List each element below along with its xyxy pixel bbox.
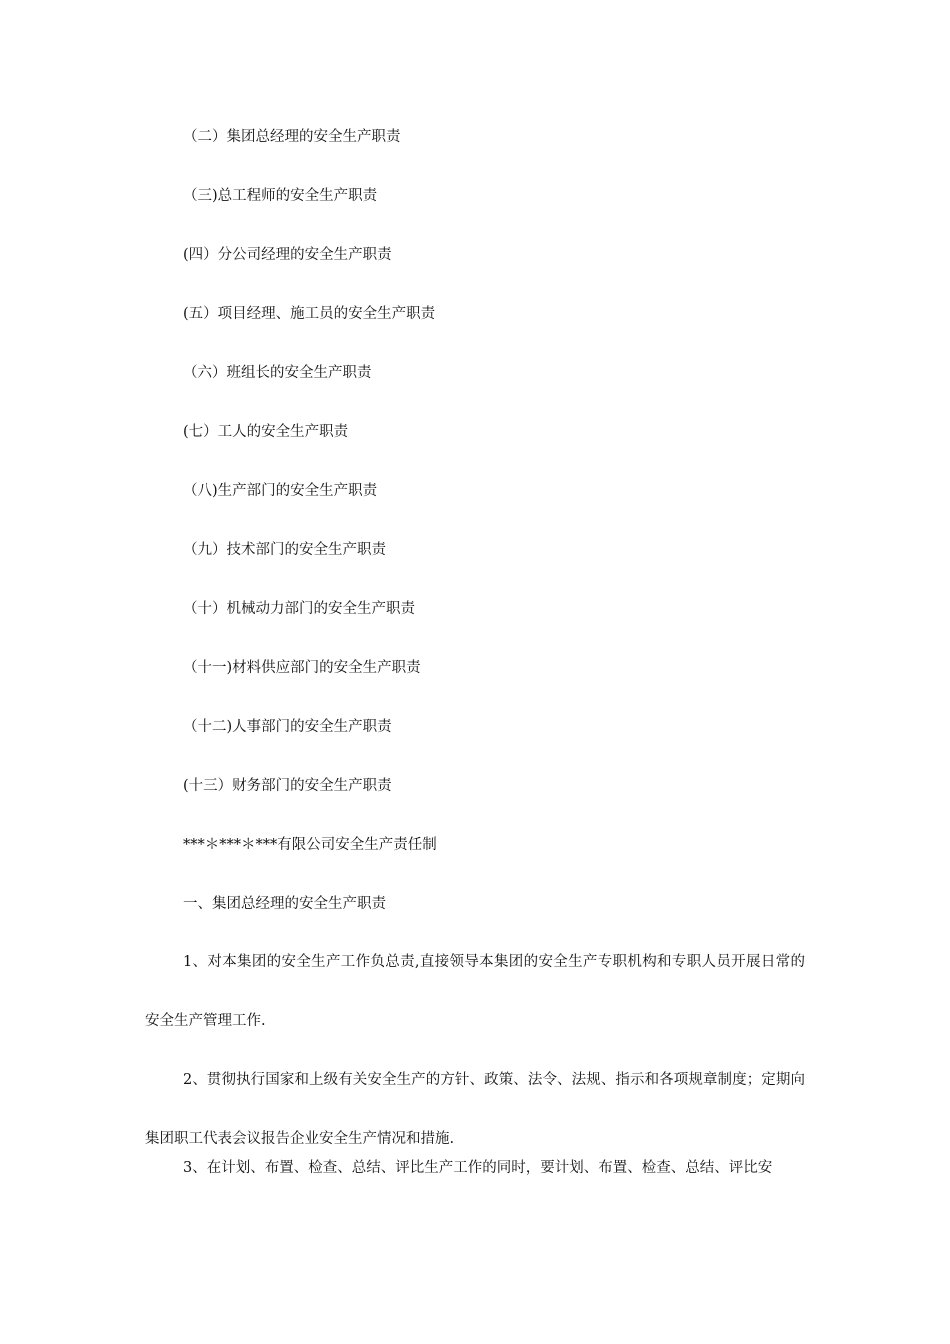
paragraph-1: 1、对本集团的安全生产工作负总责,直接领导本集团的安全生产专职机构和专职人员开展日常的安全生产管理工作.	[145, 954, 805, 1029]
toc-item-8: （八)生产部门的安全生产职责	[183, 483, 378, 499]
toc-item-11: （十一)材料供应部门的安全生产职责	[183, 660, 421, 676]
toc-item-4: (四）分公司经理的安全生产职责	[183, 247, 392, 263]
toc-item-3: （三)总工程师的安全生产职责	[183, 188, 378, 204]
toc-item-5: (五）项目经理、施工员的安全生产职责	[183, 306, 436, 322]
document-title: ***＊***＊***有限公司安全生产责任制	[183, 837, 437, 853]
toc-item-7: (七）工人的安全生产职责	[183, 424, 349, 440]
toc-item-9: （九）技术部门的安全生产职责	[183, 542, 386, 558]
toc-item-12: （十二)人事部门的安全生产职责	[183, 719, 392, 735]
toc-item-13: (十三）财务部门的安全生产职责	[183, 778, 392, 794]
toc-item-6: （六）班组长的安全生产职责	[183, 365, 372, 381]
toc-item-2: （二）集团总经理的安全生产职责	[183, 129, 401, 145]
section-heading: 一、集团总经理的安全生产职责	[183, 896, 386, 912]
paragraph-2: 2、贯彻执行国家和上级有关安全生产的方针、政策、法令、法规、指示和各项规章制度；定期向集团职工代表会议报告企业安全生产情况和措施.	[145, 1072, 805, 1147]
toc-item-10: （十）机械动力部门的安全生产职责	[183, 601, 415, 617]
paragraph-3: 3、在计划、布置、检查、总结、评比生产工作的同时，要计划、布置、检查、总结、评比安	[183, 1160, 773, 1176]
